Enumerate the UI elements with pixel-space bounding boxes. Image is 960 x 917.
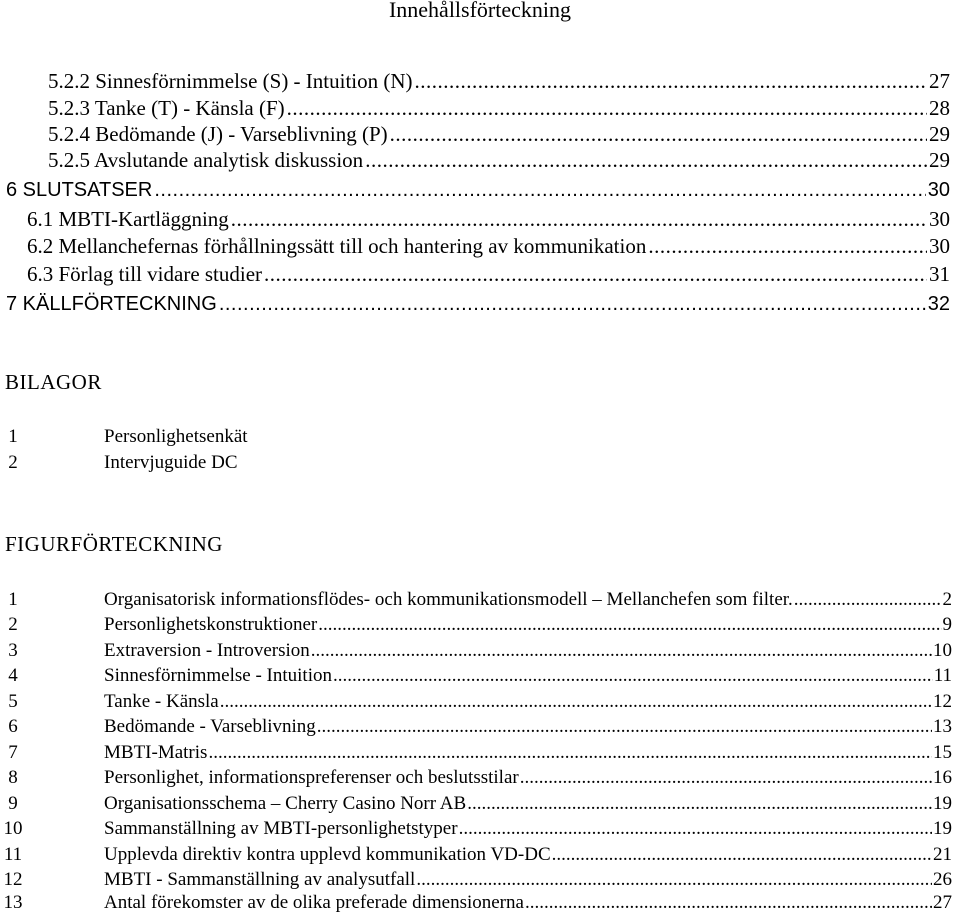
page-title: Innehållsförteckning	[388, 0, 572, 22]
toc-entry-label: 5.2.5 Avslutande analytisk diskussion	[48, 148, 364, 172]
figure-number: 10	[3, 818, 23, 839]
figure-label: Sinnesförnimmelse - Intuition	[104, 665, 332, 686]
figure-label: Personlighetskonstruktioner	[104, 614, 318, 635]
figure-entry[interactable]	[0, 691, 960, 716]
toc-entry-page: 31	[929, 262, 950, 286]
dot-leader	[311, 640, 932, 662]
dot-leader	[231, 206, 927, 232]
toc-entry-page: 32	[927, 293, 950, 315]
toc-entry[interactable]	[48, 121, 950, 147]
dot-leader	[264, 261, 927, 287]
figure-entry[interactable]	[0, 614, 960, 639]
dot-leader	[220, 691, 932, 713]
figure-entry[interactable]	[0, 589, 960, 614]
toc-entry-label: 5.2.3 Tanke (T) - Känsla (F)	[48, 96, 285, 120]
toc-entry-label: 6.1 MBTI-Kartläggning	[27, 207, 229, 231]
figure-label: Tanke - Känsla	[104, 691, 219, 712]
figure-page: 19	[933, 793, 952, 814]
toc-entry[interactable]	[27, 261, 950, 287]
dot-leader	[459, 818, 932, 840]
appendix-number: 1	[8, 426, 18, 447]
dot-leader	[525, 892, 932, 914]
figure-entry[interactable]	[0, 818, 960, 843]
toc-entry-label: 6 SLUTSATSER	[6, 179, 153, 201]
figure-entry[interactable]	[0, 742, 960, 767]
toc-entry-label: 5.2.2 Sinnesförnimmelse (S) - Intuition (N)	[48, 69, 413, 93]
toc-entry[interactable]	[27, 233, 950, 259]
dot-leader	[318, 614, 941, 636]
toc-entry[interactable]	[6, 291, 950, 317]
toc-entry-label: 7 KÄLLFÖRTECKNING	[6, 293, 217, 315]
toc-entry-page: 30	[927, 179, 950, 201]
toc-entry[interactable]	[27, 206, 950, 232]
figure-entry[interactable]	[0, 892, 960, 917]
figure-entry[interactable]	[0, 767, 960, 792]
figure-number: 13	[3, 892, 23, 913]
figure-page: 21	[933, 844, 952, 865]
toc-entry[interactable]	[48, 68, 950, 94]
figure-number: 5	[8, 691, 18, 712]
figure-number: 11	[3, 844, 23, 865]
dot-leader	[467, 793, 932, 815]
dot-leader	[794, 589, 942, 611]
figure-label: Organisationsschema – Cherry Casino Norr AB	[104, 793, 467, 814]
dot-leader	[390, 121, 927, 147]
dot-leader	[154, 177, 925, 203]
figure-number: 6	[8, 716, 18, 737]
figure-page: 12	[933, 691, 952, 712]
figure-page: 16	[933, 767, 952, 788]
figure-page: 11	[933, 665, 952, 686]
figure-page: 13	[933, 716, 952, 737]
figure-label: Organisatorisk informationsflödes- och kommunikationsmodell – Mellanchefen som filter.	[104, 589, 793, 610]
appendix-label: Personlighetsenkät	[104, 426, 248, 447]
figure-number: 12	[3, 869, 23, 890]
figure-entry[interactable]	[0, 844, 960, 869]
toc-entry[interactable]	[48, 147, 950, 173]
figure-label: MBTI-Matris	[104, 742, 208, 763]
figure-number: 8	[8, 767, 18, 788]
dot-leader	[552, 844, 932, 866]
toc-entry-page: 30	[929, 234, 950, 258]
dot-leader	[287, 95, 927, 121]
figure-label: Sammanställning av MBTI-personlighetstyper	[104, 818, 458, 839]
toc-entry-page: 29	[929, 148, 950, 172]
toc-entry[interactable]	[48, 95, 950, 121]
toc-entry-page: 29	[929, 122, 950, 146]
figure-number: 2	[8, 614, 18, 635]
figure-label: Personlighet, informationspreferenser och beslutsstilar	[104, 767, 519, 788]
figure-label: Extraversion - Introversion	[104, 640, 310, 661]
figure-entry[interactable]	[0, 793, 960, 818]
appendices-heading: BILAGOR	[5, 370, 102, 394]
dot-leader	[208, 742, 932, 764]
appendix-number: 2	[8, 452, 18, 473]
figure-number: 4	[8, 665, 18, 686]
figure-label: Upplevda direktiv kontra upplevd kommunikation VD-DC	[104, 844, 551, 865]
figure-label: Antal förekomster av de olika preferade dimensionerna	[104, 892, 524, 913]
dot-leader	[415, 68, 927, 94]
appendix-item[interactable]	[0, 426, 960, 451]
toc-entry-label: 5.2.4 Bedömande (J) - Varseblivning (P)	[48, 122, 388, 146]
dot-leader	[365, 147, 927, 173]
figure-page: 27	[933, 892, 952, 913]
dot-leader	[333, 665, 933, 687]
dot-leader	[219, 291, 926, 317]
figure-entry[interactable]	[0, 716, 960, 741]
figure-number: 3	[8, 640, 18, 661]
figure-entry[interactable]	[0, 665, 960, 690]
toc-entry-page: 30	[929, 207, 950, 231]
figure-entry[interactable]	[0, 869, 960, 894]
toc-entry[interactable]	[6, 177, 950, 203]
toc-entry-page: 28	[929, 96, 950, 120]
dot-leader	[648, 233, 927, 259]
dot-leader	[416, 869, 932, 891]
figure-label: Bedömande - Varseblivning	[104, 716, 316, 737]
figure-page: 2	[942, 589, 952, 610]
figure-page: 9	[942, 614, 952, 635]
figure-number: 9	[8, 793, 18, 814]
figure-number: 1	[8, 589, 18, 610]
figures-heading: FIGURFÖRTECKNING	[5, 532, 223, 556]
dot-leader	[520, 767, 932, 789]
figure-page: 10	[933, 640, 952, 661]
appendix-item[interactable]	[0, 452, 960, 477]
toc-entry-label: 6.2 Mellanchefernas förhållningssätt till och hantering av kommunikation	[27, 234, 647, 258]
figure-entry[interactable]	[0, 640, 960, 665]
figure-number: 7	[8, 742, 18, 763]
figure-page: 26	[933, 869, 952, 890]
toc-entry-page: 27	[929, 69, 950, 93]
figure-page: 15	[933, 742, 952, 763]
dot-leader	[317, 716, 932, 738]
toc-entry-label: 6.3 Förlag till vidare studier	[27, 262, 263, 286]
appendix-label: Intervjuguide DC	[104, 452, 238, 473]
figure-label: MBTI - Sammanställning av analysutfall	[104, 869, 416, 890]
figure-page: 19	[933, 818, 952, 839]
